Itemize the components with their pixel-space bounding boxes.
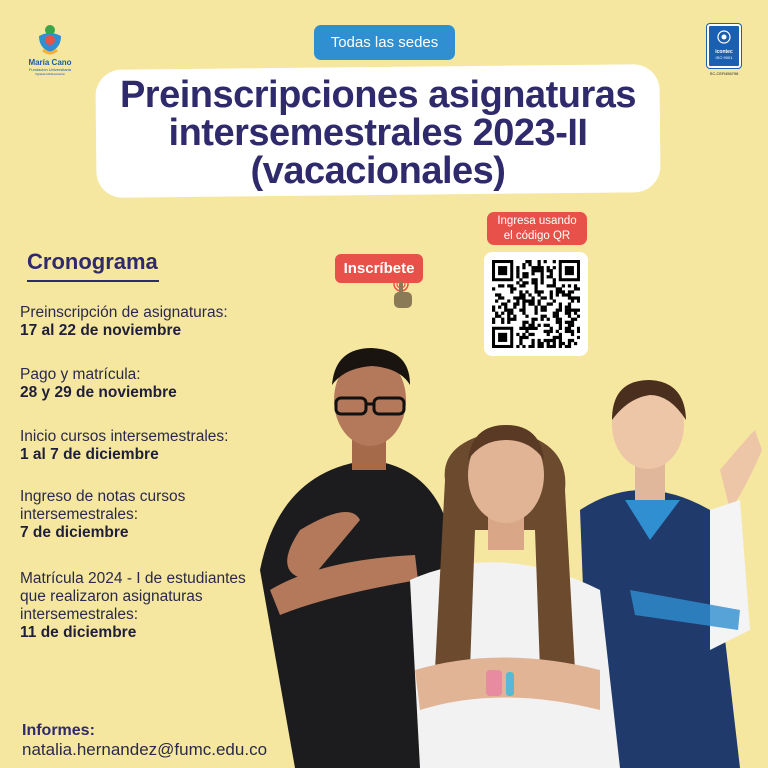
certification-brand: icontec (715, 49, 733, 55)
icontec-seal (704, 24, 744, 76)
page-title (96, 76, 660, 190)
students-photo (240, 340, 768, 768)
schedule-item-date: 11 de diciembre (20, 624, 137, 641)
certification-badge (707, 24, 741, 68)
schedule-item (20, 304, 280, 340)
schedule-item-date: 17 al 22 de noviembre (20, 322, 182, 339)
certification-code: SC-CER456798 (709, 71, 739, 76)
qr-label (487, 212, 587, 245)
logo-subtitle: Fundación Universitaria (28, 67, 72, 72)
student-center-figure (410, 425, 620, 768)
schedule-heading-underline (27, 280, 159, 282)
certification-globe-icon (717, 30, 731, 44)
schedule-item-label: Pago y matrícula: (20, 366, 141, 383)
schedule-item-date: 28 y 29 de noviembre (20, 384, 177, 401)
title-line-1: Preinscripciones asignaturas (119, 74, 637, 116)
schedule-item-label: Matrícula 2024 - I de estudiantes que realizaron asignaturas intersemestrales: (20, 570, 246, 623)
logo-tagline: Vigilada MinEducación (34, 72, 66, 76)
schedule-item (20, 488, 210, 542)
university-logo (22, 22, 78, 82)
qr-code-icon[interactable] (492, 260, 580, 348)
schedule-heading: Cronograma (27, 249, 158, 274)
qr-label-line-1: Ingresa usando (497, 215, 577, 227)
register-button[interactable]: Inscríbete (335, 254, 423, 283)
pointer-hand-icon (388, 276, 418, 312)
certification-iso: ISO 9001 (715, 55, 733, 60)
schedule-item (20, 570, 260, 642)
logo-emblem-icon (33, 22, 67, 58)
logo-name: María Cano (28, 58, 72, 67)
schedule-item-date: 7 de diciembre (20, 524, 129, 541)
qr-label-line-2: el código QR (503, 230, 571, 242)
contact-heading: Informes: (22, 722, 95, 739)
title-line-2: intersemestrales 2023-II (168, 112, 588, 154)
schedule-item-label: Ingreso de notas cursos intersemestrales: (20, 488, 186, 523)
schedule-item-label: Preinscripción de asignaturas: (20, 304, 228, 321)
title-line-3: (vacacionales) (250, 150, 506, 192)
campuses-badge: Todas las sedes (314, 25, 455, 60)
contact-email-link[interactable]: natalia.hernandez@fumc.edu.co (22, 740, 268, 759)
schedule-item-date: 1 al 7 de diciembre (20, 446, 159, 463)
schedule-item-label: Inicio cursos intersemestrales: (20, 428, 229, 445)
